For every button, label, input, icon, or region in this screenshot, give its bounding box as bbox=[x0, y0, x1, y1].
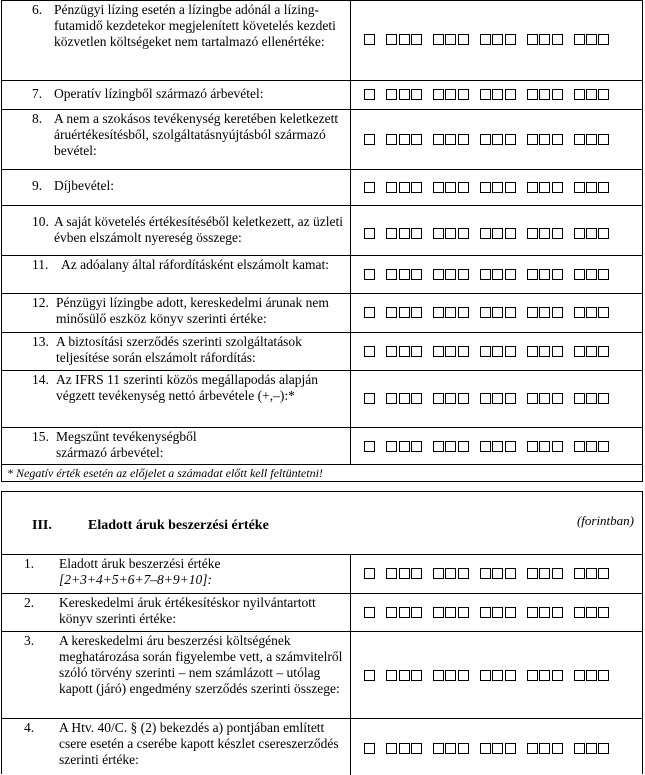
table-row bbox=[2, 255, 642, 293]
digit-box[interactable] bbox=[492, 393, 503, 404]
digit-box[interactable] bbox=[505, 607, 516, 618]
table-row bbox=[2, 593, 642, 631]
row-formula: [2+3+4+5+6+7–8+9+10]: bbox=[59, 572, 213, 587]
digit-box[interactable] bbox=[411, 568, 422, 579]
digit-box[interactable] bbox=[527, 670, 538, 681]
row-number: 3. bbox=[24, 633, 35, 648]
digit-box[interactable] bbox=[411, 182, 422, 193]
row-number: 4. bbox=[24, 720, 35, 735]
digit-box[interactable] bbox=[586, 670, 597, 681]
digit-box[interactable] bbox=[586, 607, 597, 618]
digit-box[interactable] bbox=[539, 346, 550, 357]
digit-box[interactable] bbox=[527, 89, 538, 100]
digit-box[interactable] bbox=[433, 346, 444, 357]
row-number: 2. bbox=[24, 595, 35, 610]
digit-box[interactable] bbox=[386, 607, 397, 618]
digit-box[interactable] bbox=[433, 441, 444, 452]
amount-input-boxes[interactable] bbox=[364, 346, 611, 361]
digit-box[interactable] bbox=[505, 182, 516, 193]
digit-box[interactable] bbox=[598, 89, 609, 100]
digit-box[interactable] bbox=[458, 743, 469, 754]
digit-box[interactable] bbox=[552, 307, 563, 318]
digit-box[interactable] bbox=[492, 670, 503, 681]
digit-box[interactable] bbox=[527, 346, 538, 357]
digit-box[interactable] bbox=[539, 182, 550, 193]
digit-box[interactable] bbox=[539, 34, 550, 45]
digit-box[interactable] bbox=[527, 568, 538, 579]
digit-box[interactable] bbox=[598, 228, 609, 239]
digit-box[interactable] bbox=[386, 393, 397, 404]
row-label: A kereskedelmi áru beszerzési költségének meghatározása során figyelembe vett, a számvitelről szóló törvény szerinti – nem számlázott – utólag kapott (járó) engedmény szerződés szerinti összege: bbox=[59, 633, 343, 696]
digit-box[interactable] bbox=[445, 34, 456, 45]
digit-box[interactable] bbox=[480, 607, 491, 618]
digit-box[interactable] bbox=[399, 89, 410, 100]
table-row bbox=[2, 1, 642, 80]
digit-box[interactable] bbox=[505, 441, 516, 452]
digit-box[interactable] bbox=[386, 269, 397, 280]
digit-box[interactable] bbox=[399, 568, 410, 579]
amount-input-boxes[interactable] bbox=[364, 568, 611, 583]
digit-box[interactable] bbox=[364, 743, 375, 754]
row-label: Az IFRS 11 szerinti közös megállapodás alapján végzett tevékenység nettó árbevétele (+,–):* bbox=[56, 372, 318, 403]
digit-box[interactable] bbox=[399, 393, 410, 404]
digit-box[interactable] bbox=[505, 346, 516, 357]
digit-box[interactable] bbox=[411, 269, 422, 280]
digit-box[interactable] bbox=[552, 269, 563, 280]
digit-box[interactable] bbox=[458, 182, 469, 193]
digit-box[interactable] bbox=[399, 441, 410, 452]
digit-box[interactable] bbox=[433, 607, 444, 618]
digit-box[interactable] bbox=[586, 346, 597, 357]
amount-input-boxes[interactable] bbox=[364, 269, 611, 284]
digit-box[interactable] bbox=[598, 568, 609, 579]
digit-box[interactable] bbox=[433, 393, 444, 404]
digit-box[interactable] bbox=[505, 134, 516, 145]
digit-box[interactable] bbox=[364, 228, 375, 239]
digit-box[interactable] bbox=[399, 228, 410, 239]
digit-box[interactable] bbox=[505, 34, 516, 45]
row-number: 9. bbox=[32, 178, 43, 193]
digit-box[interactable] bbox=[480, 89, 491, 100]
digit-box[interactable] bbox=[505, 393, 516, 404]
digit-box[interactable] bbox=[386, 34, 397, 45]
digit-box[interactable] bbox=[598, 269, 609, 280]
row-label: Pénzügyi lízingbe adott, kereskedelmi árunak nem minősülő eszköz könyv szerinti értéke: bbox=[56, 295, 329, 326]
row-label: Kereskedelmi áruk értékesítéskor nyilvántartott könyv szerinti értéke: bbox=[59, 595, 316, 626]
digit-box[interactable] bbox=[445, 441, 456, 452]
digit-box[interactable] bbox=[480, 228, 491, 239]
digit-box[interactable] bbox=[505, 568, 516, 579]
digit-box[interactable] bbox=[433, 307, 444, 318]
digit-box[interactable] bbox=[480, 441, 491, 452]
row-label: A biztosítási szerződés szerinti szolgáltatások teljesítése során elszámolt ráfordítás: bbox=[56, 334, 302, 365]
digit-box[interactable] bbox=[552, 89, 563, 100]
digit-box[interactable] bbox=[552, 568, 563, 579]
unit-label: (forintban) bbox=[576, 513, 634, 528]
footnote-row bbox=[2, 464, 642, 482]
digit-box[interactable] bbox=[445, 134, 456, 145]
digit-box[interactable] bbox=[527, 34, 538, 45]
digit-box[interactable] bbox=[386, 743, 397, 754]
amount-input-boxes[interactable] bbox=[364, 134, 611, 149]
table-row bbox=[2, 80, 642, 109]
digit-box[interactable] bbox=[433, 228, 444, 239]
digit-box[interactable] bbox=[458, 670, 469, 681]
row-label: Megszűnt tevékenységből származó árbevétel: bbox=[56, 429, 197, 460]
digit-box[interactable] bbox=[492, 568, 503, 579]
digit-box[interactable] bbox=[539, 134, 550, 145]
digit-box[interactable] bbox=[492, 228, 503, 239]
digit-box[interactable] bbox=[505, 670, 516, 681]
row-label: Az adóalany által ráfordításként elszámolt kamat: bbox=[61, 257, 330, 272]
row-label-text: Eladott áruk beszerzési értéke bbox=[59, 556, 221, 571]
digit-box[interactable] bbox=[458, 607, 469, 618]
digit-box[interactable] bbox=[574, 346, 585, 357]
digit-box[interactable] bbox=[586, 568, 597, 579]
amount-input-boxes[interactable] bbox=[364, 670, 611, 685]
digit-box[interactable] bbox=[539, 670, 550, 681]
digit-box[interactable] bbox=[411, 346, 422, 357]
digit-box[interactable] bbox=[539, 89, 550, 100]
digit-box[interactable] bbox=[492, 269, 503, 280]
digit-box[interactable] bbox=[539, 228, 550, 239]
digit-box[interactable] bbox=[586, 34, 597, 45]
digit-box[interactable] bbox=[433, 269, 444, 280]
digit-box[interactable] bbox=[445, 568, 456, 579]
digit-box[interactable] bbox=[411, 228, 422, 239]
digit-box[interactable] bbox=[399, 670, 410, 681]
digit-box[interactable] bbox=[539, 393, 550, 404]
digit-box[interactable] bbox=[399, 134, 410, 145]
digit-box[interactable] bbox=[586, 441, 597, 452]
digit-box[interactable] bbox=[399, 346, 410, 357]
digit-box[interactable] bbox=[411, 743, 422, 754]
digit-box[interactable] bbox=[552, 228, 563, 239]
digit-box[interactable] bbox=[433, 134, 444, 145]
digit-box[interactable] bbox=[492, 182, 503, 193]
digit-box[interactable] bbox=[399, 607, 410, 618]
digit-box[interactable] bbox=[411, 34, 422, 45]
digit-box[interactable] bbox=[598, 346, 609, 357]
digit-box[interactable] bbox=[433, 89, 444, 100]
digit-box[interactable] bbox=[552, 346, 563, 357]
digit-box[interactable] bbox=[574, 607, 585, 618]
digit-box[interactable] bbox=[598, 670, 609, 681]
digit-box[interactable] bbox=[492, 34, 503, 45]
amount-input-boxes[interactable] bbox=[364, 607, 611, 622]
digit-box[interactable] bbox=[411, 607, 422, 618]
digit-box[interactable] bbox=[586, 228, 597, 239]
amount-input-boxes[interactable] bbox=[364, 34, 611, 49]
digit-box[interactable] bbox=[458, 441, 469, 452]
digit-box[interactable] bbox=[411, 441, 422, 452]
digit-box[interactable] bbox=[574, 743, 585, 754]
digit-box[interactable] bbox=[574, 307, 585, 318]
digit-box[interactable] bbox=[386, 346, 397, 357]
digit-box[interactable] bbox=[598, 182, 609, 193]
digit-box[interactable] bbox=[399, 307, 410, 318]
row-label: Operatív lízingből származó árbevétel: bbox=[54, 86, 264, 101]
digit-box[interactable] bbox=[492, 607, 503, 618]
digit-box[interactable] bbox=[364, 607, 375, 618]
row-number: 1. bbox=[24, 556, 35, 571]
digit-box[interactable] bbox=[411, 307, 422, 318]
row-label: Pénzügyi lízing esetén a lízingbe adónál a lízing-futamidő kezdetekor megjelenített követelés kezdeti közvetlen költségeket nem tartalmazó ellenértéke: bbox=[54, 2, 336, 49]
table-row bbox=[2, 370, 642, 427]
digit-box[interactable] bbox=[552, 393, 563, 404]
digit-box[interactable] bbox=[586, 269, 597, 280]
row-label bbox=[59, 556, 344, 588]
digit-box[interactable] bbox=[598, 307, 609, 318]
digit-box[interactable] bbox=[445, 269, 456, 280]
digit-box[interactable] bbox=[574, 89, 585, 100]
digit-box[interactable] bbox=[527, 269, 538, 280]
row-number: 10. bbox=[32, 214, 49, 229]
digit-box[interactable] bbox=[458, 134, 469, 145]
digit-box[interactable] bbox=[539, 269, 550, 280]
digit-box[interactable] bbox=[364, 269, 375, 280]
digit-box[interactable] bbox=[458, 89, 469, 100]
digit-box[interactable] bbox=[445, 670, 456, 681]
revenue-table bbox=[1, 0, 643, 482]
digit-box[interactable] bbox=[574, 182, 585, 193]
digit-box[interactable] bbox=[445, 346, 456, 357]
digit-box[interactable] bbox=[586, 393, 597, 404]
digit-box[interactable] bbox=[364, 568, 375, 579]
digit-box[interactable] bbox=[574, 670, 585, 681]
digit-box[interactable] bbox=[539, 441, 550, 452]
digit-box[interactable] bbox=[480, 34, 491, 45]
section-title: Eladott áruk beszerzési értéke bbox=[88, 518, 269, 533]
digit-box[interactable] bbox=[527, 743, 538, 754]
digit-box[interactable] bbox=[598, 441, 609, 452]
digit-box[interactable] bbox=[492, 307, 503, 318]
digit-box[interactable] bbox=[492, 743, 503, 754]
row-label: Díjbevétel: bbox=[54, 178, 114, 193]
digit-box[interactable] bbox=[574, 568, 585, 579]
digit-box[interactable] bbox=[552, 670, 563, 681]
digit-box[interactable] bbox=[386, 134, 397, 145]
table-row bbox=[2, 332, 642, 370]
row-number: 13. bbox=[32, 334, 49, 349]
amount-input-boxes[interactable] bbox=[364, 307, 611, 322]
digit-box[interactable] bbox=[598, 34, 609, 45]
amount-input-boxes[interactable] bbox=[364, 393, 611, 408]
digit-box[interactable] bbox=[386, 228, 397, 239]
digit-box[interactable] bbox=[539, 307, 550, 318]
table-row bbox=[2, 109, 642, 169]
digit-box[interactable] bbox=[552, 182, 563, 193]
table-row bbox=[2, 631, 642, 718]
digit-box[interactable] bbox=[458, 307, 469, 318]
digit-box[interactable] bbox=[433, 568, 444, 579]
digit-box[interactable] bbox=[492, 89, 503, 100]
digit-box[interactable] bbox=[598, 134, 609, 145]
table-row bbox=[2, 718, 642, 775]
digit-box[interactable] bbox=[433, 182, 444, 193]
section-number: III. bbox=[32, 518, 52, 533]
digit-box[interactable] bbox=[445, 743, 456, 754]
digit-box[interactable] bbox=[445, 228, 456, 239]
row-number: 8. bbox=[32, 111, 43, 126]
digit-box[interactable] bbox=[399, 743, 410, 754]
digit-box[interactable] bbox=[445, 182, 456, 193]
table-row bbox=[2, 293, 642, 332]
row-number: 11. bbox=[32, 257, 49, 272]
digit-box[interactable] bbox=[386, 182, 397, 193]
table-row bbox=[2, 169, 642, 205]
goods-cost-table bbox=[1, 491, 643, 774]
digit-box[interactable] bbox=[505, 228, 516, 239]
amount-input-boxes[interactable] bbox=[364, 89, 611, 104]
digit-box[interactable] bbox=[445, 307, 456, 318]
digit-box[interactable] bbox=[386, 89, 397, 100]
digit-box[interactable] bbox=[539, 743, 550, 754]
digit-box[interactable] bbox=[411, 89, 422, 100]
digit-box[interactable] bbox=[527, 134, 538, 145]
digit-box[interactable] bbox=[411, 393, 422, 404]
digit-box[interactable] bbox=[445, 393, 456, 404]
digit-box[interactable] bbox=[574, 134, 585, 145]
digit-box[interactable] bbox=[411, 670, 422, 681]
digit-box[interactable] bbox=[458, 34, 469, 45]
digit-box[interactable] bbox=[539, 568, 550, 579]
digit-box[interactable] bbox=[552, 607, 563, 618]
footnote: * Negatív érték esetén az előjelet a számadat előtt kell feltüntetni! bbox=[7, 466, 323, 480]
digit-box[interactable] bbox=[458, 228, 469, 239]
digit-box[interactable] bbox=[445, 607, 456, 618]
amount-input-boxes[interactable] bbox=[364, 441, 611, 456]
digit-box[interactable] bbox=[574, 393, 585, 404]
digit-box[interactable] bbox=[552, 441, 563, 452]
digit-box[interactable] bbox=[586, 743, 597, 754]
amount-input-boxes[interactable] bbox=[364, 743, 611, 758]
digit-box[interactable] bbox=[539, 607, 550, 618]
digit-box[interactable] bbox=[364, 134, 375, 145]
row-label: A Htv. 40/C. § (2) bekezdés a) pontjában említett csere esetén a cserébe kapott készlet csereszerződés szerinti értéke: bbox=[59, 720, 339, 767]
digit-box[interactable] bbox=[458, 393, 469, 404]
digit-box[interactable] bbox=[364, 182, 375, 193]
digit-box[interactable] bbox=[598, 393, 609, 404]
digit-box[interactable] bbox=[598, 743, 609, 754]
digit-box[interactable] bbox=[458, 346, 469, 357]
digit-box[interactable] bbox=[480, 393, 491, 404]
digit-box[interactable] bbox=[492, 134, 503, 145]
section-header bbox=[2, 492, 642, 554]
row-label: A nem a szokásos tevékenység keretében keletkezett áruértékesítésből, szolgáltatásnyújtásból származó bevétel: bbox=[54, 111, 339, 158]
digit-box[interactable] bbox=[480, 307, 491, 318]
digit-box[interactable] bbox=[586, 134, 597, 145]
digit-box[interactable] bbox=[492, 441, 503, 452]
digit-box[interactable] bbox=[364, 670, 375, 681]
digit-box[interactable] bbox=[458, 568, 469, 579]
digit-box[interactable] bbox=[364, 346, 375, 357]
digit-box[interactable] bbox=[433, 34, 444, 45]
digit-box[interactable] bbox=[574, 34, 585, 45]
digit-box[interactable] bbox=[433, 743, 444, 754]
digit-box[interactable] bbox=[364, 441, 375, 452]
digit-box[interactable] bbox=[527, 182, 538, 193]
digit-box[interactable] bbox=[445, 89, 456, 100]
digit-box[interactable] bbox=[505, 743, 516, 754]
digit-box[interactable] bbox=[364, 34, 375, 45]
digit-box[interactable] bbox=[527, 607, 538, 618]
digit-box[interactable] bbox=[598, 607, 609, 618]
digit-box[interactable] bbox=[552, 34, 563, 45]
digit-box[interactable] bbox=[458, 269, 469, 280]
digit-box[interactable] bbox=[527, 393, 538, 404]
digit-box[interactable] bbox=[574, 441, 585, 452]
digit-box[interactable] bbox=[386, 568, 397, 579]
digit-box[interactable] bbox=[505, 89, 516, 100]
digit-box[interactable] bbox=[386, 670, 397, 681]
row-number: 14. bbox=[32, 372, 49, 387]
row-number: 6. bbox=[32, 2, 43, 17]
digit-box[interactable] bbox=[480, 670, 491, 681]
digit-box[interactable] bbox=[480, 568, 491, 579]
digit-box[interactable] bbox=[480, 134, 491, 145]
digit-box[interactable] bbox=[574, 228, 585, 239]
digit-box[interactable] bbox=[586, 89, 597, 100]
digit-box[interactable] bbox=[411, 134, 422, 145]
amount-input-boxes[interactable] bbox=[364, 182, 611, 197]
digit-box[interactable] bbox=[552, 134, 563, 145]
digit-box[interactable] bbox=[552, 743, 563, 754]
digit-box[interactable] bbox=[586, 307, 597, 318]
digit-box[interactable] bbox=[399, 182, 410, 193]
digit-box[interactable] bbox=[364, 393, 375, 404]
digit-box[interactable] bbox=[480, 743, 491, 754]
digit-box[interactable] bbox=[527, 441, 538, 452]
table-row bbox=[2, 554, 642, 593]
digit-box[interactable] bbox=[492, 346, 503, 357]
digit-box[interactable] bbox=[386, 441, 397, 452]
digit-box[interactable] bbox=[386, 307, 397, 318]
digit-box[interactable] bbox=[480, 269, 491, 280]
digit-box[interactable] bbox=[480, 182, 491, 193]
digit-box[interactable] bbox=[399, 269, 410, 280]
row-number: 15. bbox=[32, 429, 49, 444]
digit-box[interactable] bbox=[364, 307, 375, 318]
digit-box[interactable] bbox=[574, 269, 585, 280]
digit-box[interactable] bbox=[527, 307, 538, 318]
digit-box[interactable] bbox=[505, 307, 516, 318]
digit-box[interactable] bbox=[480, 346, 491, 357]
digit-box[interactable] bbox=[586, 182, 597, 193]
amount-input-boxes[interactable] bbox=[364, 228, 611, 243]
digit-box[interactable] bbox=[433, 670, 444, 681]
row-number: 12. bbox=[32, 295, 49, 310]
digit-box[interactable] bbox=[364, 89, 375, 100]
digit-box[interactable] bbox=[505, 269, 516, 280]
digit-box[interactable] bbox=[399, 34, 410, 45]
row-number: 7. bbox=[32, 86, 43, 101]
table-row bbox=[2, 205, 642, 255]
digit-box[interactable] bbox=[527, 228, 538, 239]
row-label: A saját követelés értékesítéséből keletkezett, az üzleti évben elszámolt nyereség összege: bbox=[54, 214, 343, 245]
table-row bbox=[2, 427, 642, 464]
